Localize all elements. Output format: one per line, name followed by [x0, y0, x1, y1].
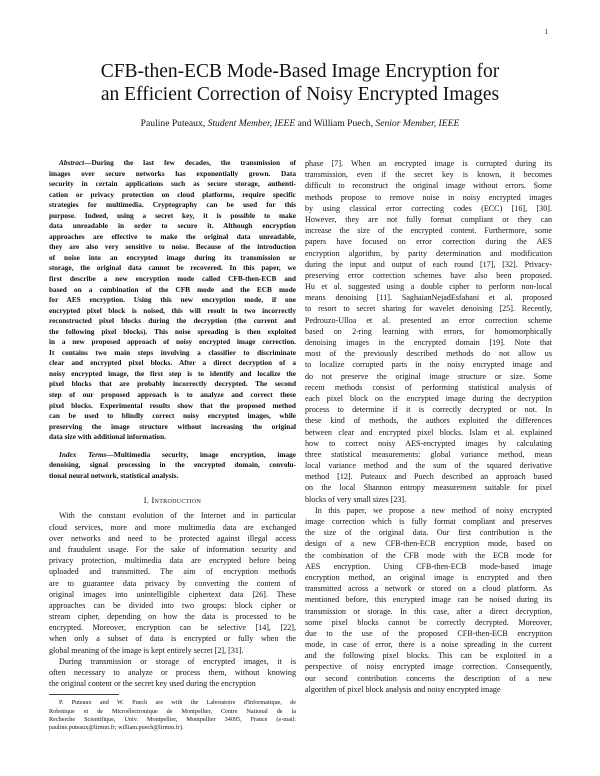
author-2-role: Senior Member, IEEE — [375, 118, 460, 129]
page-number: 1 — [544, 28, 548, 36]
body-line — [49, 678, 296, 689]
line-text: privacy protection, multimedia data are encrypted before being — [49, 556, 296, 566]
line-text: stream cipher, depending on how the data is processed to be — [49, 612, 296, 622]
body-line — [305, 158, 552, 169]
body-line — [305, 214, 552, 225]
body-line — [305, 225, 552, 236]
body-line — [305, 169, 552, 180]
index-terms-label: Index Terms — [59, 449, 107, 459]
body-line — [49, 533, 296, 544]
abstract-line — [49, 274, 296, 285]
abstract-label: Abstract — [59, 158, 85, 167]
body-line — [305, 550, 552, 561]
line-text: Robotique et de Microélectronique de Montpellier, Centre National de la — [49, 707, 296, 715]
abstract-line — [49, 337, 296, 348]
body-line — [305, 270, 552, 281]
abstract-line — [49, 221, 296, 232]
abstract-line — [49, 369, 296, 380]
line-text: when only a subset of data is encrypted or fully when the — [49, 634, 296, 644]
line-text: noisy encrypted image, the first step is to identify and localize the — [49, 368, 296, 378]
line-text: encrypted. Moreover, encryption can be selective [14], [22], — [49, 623, 296, 633]
body-line — [49, 589, 296, 600]
line-text: security in certain applications such as secure storage, authenti- — [49, 179, 296, 189]
line-text: step of our proposed approach is to analyze and correct these — [49, 390, 296, 400]
line-text: original images into unintelligible ciphertext data [26]. These — [49, 589, 296, 599]
line-text: denoising images in the encrypted domain [19]. Note that — [305, 338, 552, 347]
abstract-line — [49, 390, 296, 401]
line-text: transmission, even if the secret key is known, it becomes — [305, 170, 552, 180]
author-1-role: Student Member, IEEE — [207, 118, 296, 129]
line-text: methods propose to remove noise in noisy encrypted images — [305, 192, 552, 202]
author-affiliation-footnote — [49, 699, 296, 731]
body-line — [49, 611, 296, 622]
body-line — [49, 544, 296, 555]
line-text: It contains two main steps involving a classifier to discriminate — [49, 347, 296, 357]
body-line — [305, 494, 552, 505]
line-text: —Multimedia security, image encryption, image — [106, 449, 296, 459]
abstract-line — [49, 200, 296, 211]
line-text: can be used to blindly correct noisy encrypted images, while — [49, 411, 296, 421]
line-text: preserving the image structure without increasing the original — [49, 421, 296, 431]
abstract-line — [49, 169, 296, 180]
section-heading-introduction — [49, 495, 296, 506]
abstract-line — [49, 358, 296, 369]
body-line — [49, 522, 296, 533]
body-line — [305, 415, 552, 426]
body-line — [305, 371, 552, 382]
line-text: denoising, signal processing in the encrypted domain, convolu- — [49, 460, 296, 470]
abstract-line — [49, 232, 296, 243]
abstract-line — [49, 190, 296, 201]
line-text: However, they are not fully format compliant or they can — [305, 214, 552, 224]
line-text: these kind of methods, the authors exploited the differences — [305, 416, 552, 426]
line-text: process to determine if it is correctly decrypted or not. In — [305, 405, 552, 415]
line-text: difficult to reconstruct the original image without errors. Some — [305, 181, 552, 191]
right-paragraph-2 — [305, 505, 552, 695]
line-text: perspective of noisy encrypted image correction. Consequently, — [305, 662, 552, 672]
abstract-line — [49, 379, 296, 390]
body-line — [305, 516, 552, 527]
body-line — [305, 684, 552, 695]
author-connector: and William Puech, — [297, 118, 373, 129]
body-line — [305, 617, 552, 628]
line-text: the size of the original data. Our first contribution is the — [305, 528, 552, 538]
line-text: they are also very sensitive to noise. Because of the introduction — [49, 242, 296, 252]
line-text: to localize corrupted parts in the noisy encrypted image and — [305, 360, 552, 370]
body-line — [305, 538, 552, 549]
body-line — [305, 292, 552, 303]
line-text: of noise into an encrypted image during its transmission or — [49, 252, 296, 262]
line-text: means denoising [11]. SaghaianNejadEsfahani et al. proposed — [305, 293, 552, 303]
body-line — [305, 427, 552, 438]
body-line — [305, 281, 552, 292]
left-column — [49, 158, 296, 732]
body-line — [305, 583, 552, 594]
abstract-line — [49, 242, 296, 253]
author-1-name: Pauline Puteaux, — [140, 118, 206, 129]
line-text: Recherche Scientifique, Univ. Montpellier, Montpellier 34095, France (e-mail: — [49, 715, 296, 723]
line-text: approaches can be divided into two groups: block cipher or — [49, 600, 296, 610]
abstract-line — [49, 327, 296, 338]
line-text: mentioned before, this encrypted image can be noised during its — [305, 595, 552, 605]
abstract-line — [49, 316, 296, 327]
author-list — [40, 118, 560, 129]
line-text: recent methods consist of performing statistical analysis of — [305, 382, 552, 392]
body-line — [49, 566, 296, 577]
line-text: data unreadable in order to secure it. Although encryption — [49, 221, 296, 231]
line-text: reconstructed pixel blocks during the decryption (the current and — [49, 316, 296, 326]
line-text: mode, in case of error, there is a noise spreading in the current — [305, 640, 552, 650]
body-line — [49, 667, 296, 678]
line-text: over networks and need to be protected against illegal access — [49, 533, 296, 543]
line-text: image correction which is fully format compliant and preserves — [305, 517, 552, 526]
body-line — [305, 561, 552, 572]
line-text: how to correct noisy AES-encrypted images by calculating — [305, 438, 552, 448]
line-text: local variance method and the sum of the squared derivative — [305, 461, 552, 471]
abstract-line — [49, 432, 296, 443]
line-text: to resort to secret sharing for wavelet denoising [25]. Recently, — [305, 304, 552, 314]
section-numeral: I. — [143, 496, 150, 506]
body-line — [49, 510, 296, 521]
body-line — [305, 192, 552, 203]
body-line — [305, 594, 552, 605]
line-text: during the input and output of each round [17], [32]. Privacy- — [305, 259, 552, 269]
abstract-line — [49, 306, 296, 317]
footnote-line — [49, 716, 296, 724]
abstract-line — [49, 211, 296, 222]
line-text: encrypted pixel block is noised, this will result in two incorrectly — [49, 305, 296, 315]
abstract-line — [49, 158, 296, 169]
line-text: encryption method, an original image is encrypted and then — [305, 572, 552, 582]
line-text: purpose. Indeed, using a secret key, it is possible to make — [49, 210, 296, 220]
line-text: and the following pixel blocks. This can be exploited in a — [305, 651, 552, 661]
index-terms-line — [49, 460, 296, 471]
line-text: based on a combination of the CFB mode and the ECB mode — [49, 284, 296, 294]
line-text: the original content or the secret key used during the encryption — [49, 679, 256, 689]
footnote-line — [49, 724, 296, 732]
line-text: algorithm of pixel block analysis and noisy encrypted image — [305, 684, 501, 694]
line-text: strategies for multimedia. Cryptography can be used for this — [49, 200, 296, 210]
index-terms-line — [49, 471, 296, 482]
body-line — [305, 482, 552, 493]
body-line — [49, 578, 296, 589]
body-line — [305, 527, 552, 538]
right-paragraph-1 — [305, 158, 552, 505]
body-line — [305, 259, 552, 270]
line-text: tional neural network, statistical analysis. — [49, 470, 179, 480]
line-text: first describe a new encryption mode called CFB-then-ECB and — [49, 274, 296, 284]
body-line — [49, 645, 296, 656]
abstract-line — [49, 179, 296, 190]
line-text: transmitted across a network or stored on a cloud platform. As — [305, 584, 552, 594]
line-text: on the local Shannon entropy measurement suitable for pixel — [305, 483, 552, 493]
body-line — [305, 449, 552, 460]
body-line — [305, 203, 552, 214]
line-text: data size with additional information. — [49, 432, 166, 442]
body-line — [305, 303, 552, 314]
line-text: preserving error correction schemes have also been proposed. — [305, 270, 552, 280]
body-line — [305, 572, 552, 583]
abstract-line — [49, 401, 296, 412]
line-text: often necessary to analyze or process them, without knowing — [49, 668, 296, 678]
line-text: pauline.puteaux@lirmm.fr; william.puech@lirmm.fr). — [49, 723, 184, 731]
line-text: papers have focused on error correction during the AES — [305, 237, 552, 247]
abstract-line — [49, 285, 296, 296]
body-line — [305, 438, 552, 449]
line-text: clear and encrypted pixel blocks. After a direct decryption of a — [49, 358, 296, 368]
line-text: Pedrouzo-Ulloa et al. presented an error correction scheme — [305, 315, 552, 325]
line-text: blocks of very small sizes [23]. — [305, 494, 407, 504]
body-line — [305, 248, 552, 259]
line-text: —During the last few decades, the transmission of — [84, 158, 296, 167]
abstract-line — [49, 422, 296, 433]
line-text: most of the previously described methods do not allow us — [305, 349, 552, 359]
title-line-2: an Efficient Correction of Noisy Encrypted Images — [100, 84, 500, 105]
line-text: Hu et al. suggested using a double cipher to perform non-local — [305, 282, 552, 292]
footnote-line — [49, 708, 296, 716]
index-terms — [49, 450, 296, 482]
abstract-line — [49, 295, 296, 306]
line-text: AES encryption. Using CFB-then-ECB mode-based image — [305, 561, 552, 571]
body-line — [305, 382, 552, 393]
body-line — [305, 650, 552, 661]
body-line — [49, 555, 296, 566]
line-text: storage, the original data cannot be recovered. In this paper, we — [49, 263, 296, 273]
line-text: cation or privacy protection on cloud platforms, require specific — [49, 189, 296, 199]
body-line — [305, 460, 552, 471]
body-line — [305, 348, 552, 359]
body-line — [305, 393, 552, 404]
body-line — [305, 315, 552, 326]
line-text: phase [7]. When an encrypted image is corrupted during its — [305, 159, 552, 168]
body-line — [305, 404, 552, 415]
line-text: in a new proposed approach of noisy encrypted image correction. — [49, 337, 296, 347]
body-line — [305, 236, 552, 247]
abstract-line — [49, 411, 296, 422]
line-text: global meaning of the image is kept entirely secret [2], [31]. — [49, 645, 244, 655]
line-text: In this paper, we propose a new method of noisy encrypted — [315, 505, 552, 515]
footnote-rule — [49, 694, 119, 695]
body-line — [305, 606, 552, 617]
line-text: do not preserve the original image structure or size. Some — [305, 371, 552, 381]
line-text: encryption algorithm, by parity determination and modification — [305, 248, 552, 258]
line-text: With the constant evolution of the Internet and in particular — [59, 511, 296, 521]
body-line — [305, 359, 552, 370]
line-text: images over secure networks has exponentially grown. Data — [49, 168, 296, 178]
footnote-line — [49, 699, 296, 707]
line-text: pixel blocks. Experimental results show that the proposed method — [49, 400, 296, 410]
abstract-line — [49, 348, 296, 359]
line-text: some pixel blocks cannot be correctly decrypted. Moreover, — [305, 617, 552, 627]
abstract-line — [49, 263, 296, 274]
title-line-1: CFB-then-ECB Mode-Based Image Encryption for — [100, 61, 500, 82]
line-text: cloud services, more and more multimedia data are exchanged — [49, 522, 296, 532]
section-title: Introduction — [151, 496, 202, 506]
paper-title — [40, 60, 560, 106]
line-text: and fraudulent usage. For the sake of information security and — [49, 544, 296, 554]
intro-paragraph-2 — [49, 656, 296, 690]
line-text: increase the size of the encrypted content. Furthermore, some — [305, 226, 552, 236]
line-text: due to the use of the proposed CFB-then-ECB encryption — [305, 628, 552, 638]
body-line — [305, 326, 552, 337]
body-line — [49, 656, 296, 667]
right-column — [305, 158, 552, 695]
index-terms-line — [49, 450, 296, 461]
body-line — [49, 633, 296, 644]
line-text: three statistical measurements: global variance method, mean — [305, 449, 552, 459]
body-line — [305, 471, 552, 482]
line-text: based on 2-ring learning with errors, for homomorphically — [305, 326, 552, 336]
line-text: by using classical error correcting codes (ECC) [16], [30]. — [305, 203, 552, 213]
line-text: the combination of the CFB mode with the ECB mode for — [305, 550, 552, 560]
abstract — [49, 158, 296, 443]
body-line — [305, 337, 552, 348]
line-text: for AES encryption. Using this new encryption mode, if one — [49, 295, 296, 305]
line-text: the following pixel blocks). This noise spreading is then exploited — [49, 326, 296, 336]
line-text: are to guarantee data privacy by converting the content of — [49, 578, 296, 588]
line-text: each pixel block on the encrypted image during the decryption — [305, 393, 552, 403]
line-text: pixel blocks that are probably incorrectly decrypted. The second — [49, 379, 296, 389]
intro-paragraph-1 — [49, 510, 296, 655]
body-line — [305, 673, 552, 684]
body-line — [305, 628, 552, 639]
line-text: uploaded and transmitted. The aim of encryption methods — [49, 567, 296, 577]
abstract-line — [49, 253, 296, 264]
body-line — [49, 622, 296, 633]
line-text: our second contribution concerns the description of a new — [305, 673, 552, 683]
body-line — [305, 639, 552, 650]
body-line — [305, 661, 552, 672]
line-text: During transmission or storage of encrypted images, it is — [59, 656, 296, 666]
body-line — [305, 505, 552, 516]
line-text: design of a new CFB-then-ECB encryption mode, based on — [305, 539, 552, 549]
line-text: between clear and encrypted pixel blocks. Islam et al. explained — [305, 427, 552, 437]
body-line — [305, 180, 552, 191]
line-text: method [12]. Puteaux and Puech described an approach based — [305, 472, 552, 482]
line-text: P. Puteaux and W. Puech are with the Laboratoire d'Informatique, de — [59, 699, 296, 707]
body-line — [49, 600, 296, 611]
line-text: approaches are effective to make the original data unreadable, — [49, 231, 296, 241]
line-text: transmission or storage. In this case, after a direct decryption, — [305, 606, 552, 616]
